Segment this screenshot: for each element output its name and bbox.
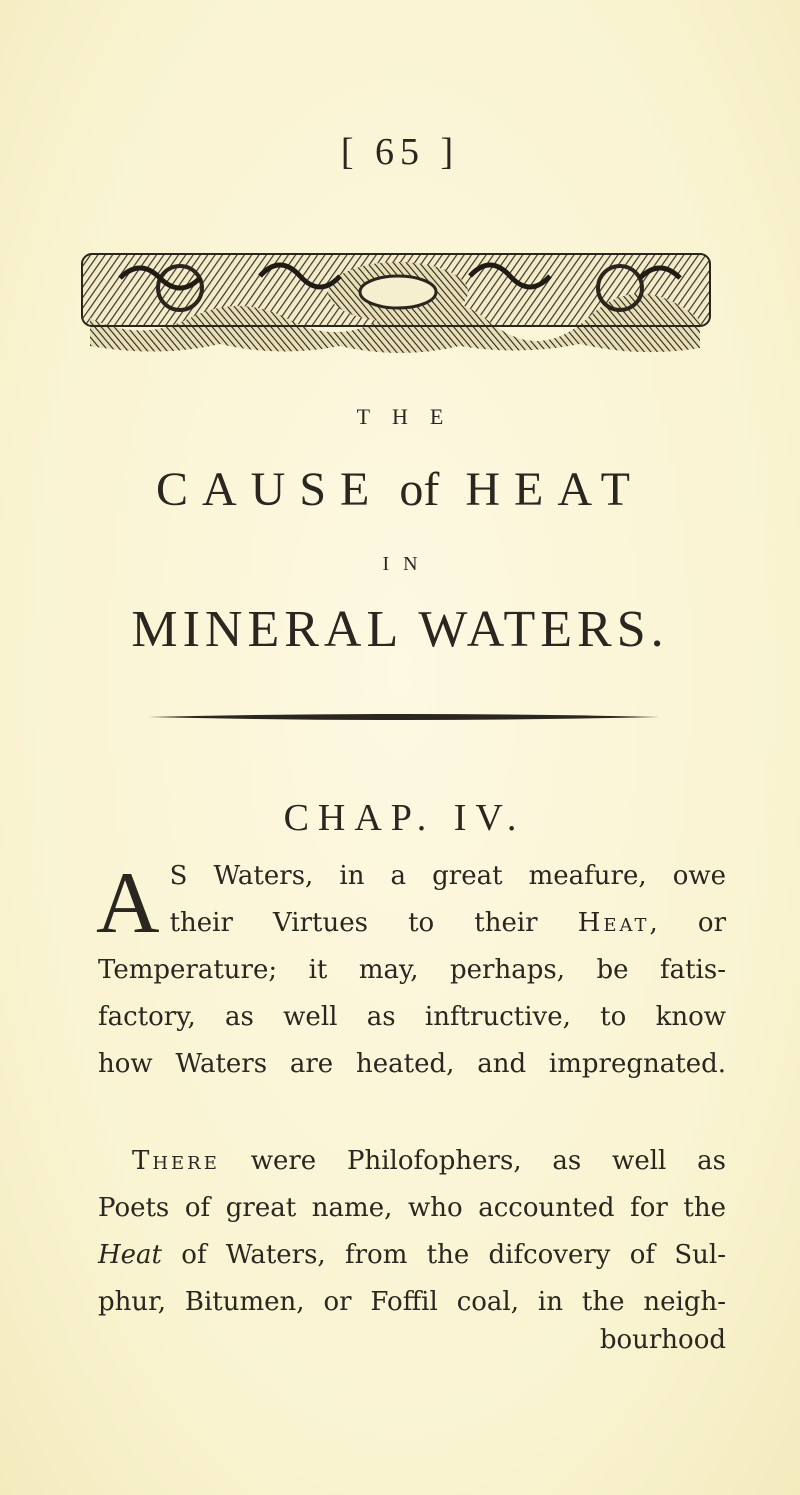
text-line: phur, Bitumen, or Foffil coal, in the neigh-	[98, 1287, 726, 1317]
text-line: Poets of great name, who accounted for the	[98, 1193, 726, 1223]
title-in: IN	[382, 553, 432, 575]
text-line: factory, as well as inftructive, to know	[98, 1002, 726, 1032]
drop-cap: A	[96, 855, 160, 952]
text-line: There were Philofophers, as well as	[98, 1138, 726, 1185]
small-caps-there: There	[132, 1146, 220, 1176]
chapter-heading: CHAP. IV.	[283, 797, 526, 839]
text-line: Temperature; it may, perhaps, be fatis-	[98, 955, 726, 985]
italic-heat: Heat	[98, 1240, 163, 1270]
page-number: [ 65 ]	[340, 131, 460, 173]
text-line: their Virtues to their Heat, or	[169, 908, 726, 938]
divider-rule	[148, 713, 660, 721]
catchword: bourhood	[599, 1325, 726, 1355]
title-of-word: of	[399, 463, 440, 516]
paragraph-2	[98, 1138, 726, 1326]
title-cause-of-heat	[0, 462, 800, 517]
title-the: THE	[356, 404, 466, 429]
text-line: how Waters are heated, and impregnated.	[98, 1049, 726, 1079]
title-mineral-waters: MINERAL WATERS.	[131, 601, 669, 658]
title-cause-word: CAUSE	[156, 463, 384, 516]
paragraph-1	[98, 853, 726, 1088]
title-heat-word: HEAT	[465, 463, 644, 516]
headpiece-ornament	[80, 248, 712, 360]
text-line: Heat of Waters, from the difcovery of Sul-	[98, 1240, 726, 1270]
text-line: S Waters, in a great meafure, owe	[169, 861, 726, 891]
small-caps-heat: Heat	[577, 908, 650, 938]
